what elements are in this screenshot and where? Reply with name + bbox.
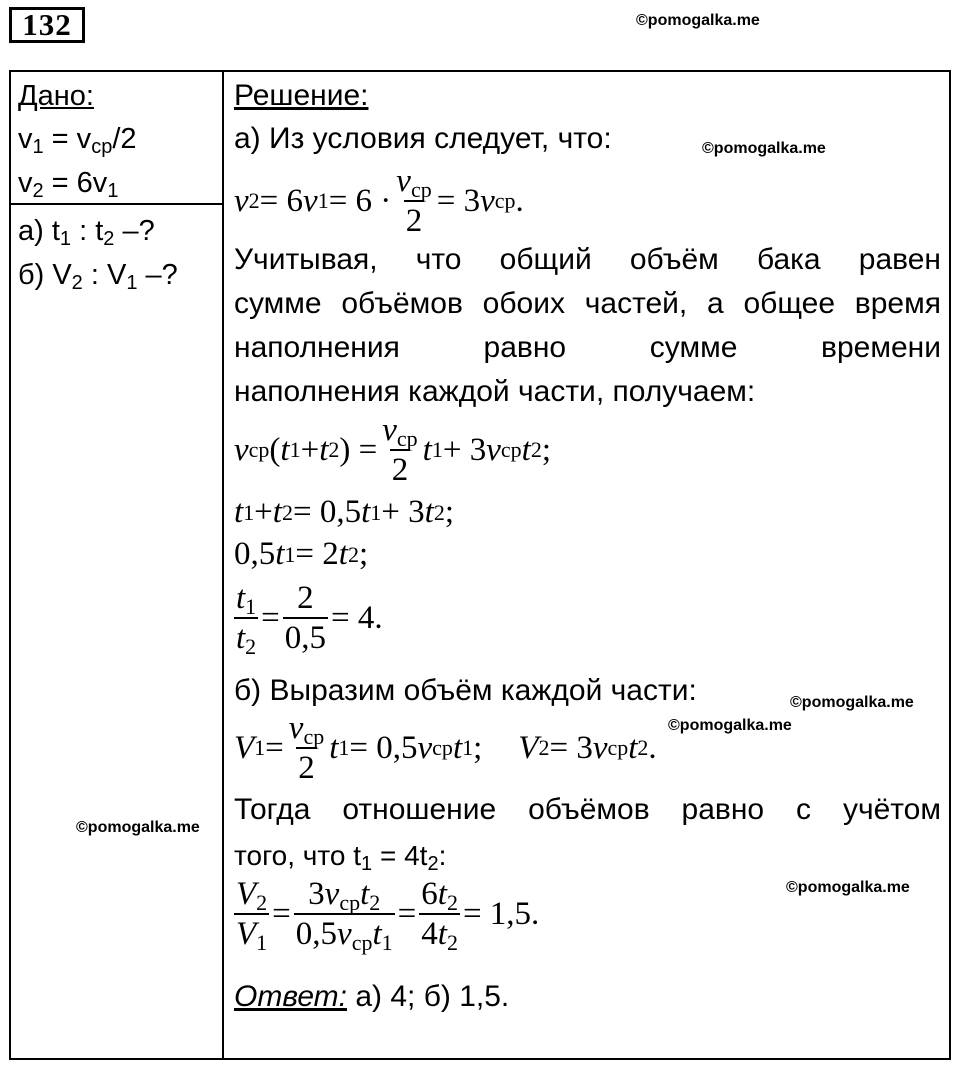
solution-title: Решение: <box>234 79 369 112</box>
formula-volume-ratio: $\frac{V_2}{V_1}$ = $\frac{3v_{ср}t_2}{0,5v_{ср}t_1}$ = $\frac{6t_2}{4t_2}$ = 1,5. <box>236 876 540 955</box>
watermark: ©pomogalka.me <box>790 694 914 711</box>
given-line-2: $v_2 = 6v_1$ <box>18 167 119 202</box>
answer-text: а) 4; б) 1,5. <box>347 980 510 1013</box>
formula-v2: v 2 = 6 v 1 = 6 · $\frac{v_{ср}}{2}$ = 3 v ср . <box>234 163 524 239</box>
watermark: ©pomogalka.me <box>76 819 200 836</box>
part-b-intro: б) Выразим объём каждой части: <box>234 674 697 707</box>
watermark: ©pomogalka.me <box>668 717 792 734</box>
watermark: ©pomogalka.me <box>786 879 910 896</box>
formula-volumes: V 1 = $\frac{v_{ср}}{2}$ t 1 = 0,5 v ср t 1 ; V 2 = 3 v ср t 2 . <box>234 710 657 786</box>
paragraph-1-line-4: наполнения каждой части, получаем: <box>234 375 756 408</box>
formula-simplified: t 1 + t 2 = 0,5 t 1 + 3 t 2 ; <box>234 494 454 530</box>
watermark: ©pomogalka.me <box>702 140 826 157</box>
paragraph-1-line-3: наполнения равно сумме времени <box>234 331 941 364</box>
given-title: Дано: <box>18 80 94 112</box>
formula-time-ratio: $\frac{t_1}{t_2}$ = $\frac{2}{0,5}$ = 4. <box>236 580 383 659</box>
paragraph-1-line-1: Учитывая, что общий объём бака равен <box>234 243 941 276</box>
problem-number: 132 <box>9 7 85 43</box>
answer-label: Ответ: <box>234 980 347 1013</box>
watermark: ©pomogalka.me <box>636 12 760 29</box>
find-line-a: а) $t_1$ : $t_2$ –? <box>18 215 155 250</box>
given-line-1: $v_1 = v_{ср}/2$ <box>18 123 137 158</box>
paragraph-1-line-2: сумме объёмов обоих частей, а общее время <box>234 287 941 320</box>
formula-time-balance: v ср ( t 1 + t 2 ) = $\frac{v_{ср}}{2}$ t 1 + 3 v ср t 2 ; <box>234 412 551 488</box>
paragraph-2-line-1: Тогда отношение объёмов равно с учётом <box>234 793 941 826</box>
given-find-divider <box>9 203 223 205</box>
part-a-intro: а) Из условия следует, что: <box>234 122 612 155</box>
column-divider <box>222 70 224 1060</box>
paragraph-2-line-2: того, что $t_1 = 4t_2$: <box>234 840 447 875</box>
answer <box>234 980 509 1014</box>
formula-reduced: 0,5 t 1 = 2 t 2 ; <box>234 536 369 572</box>
find-line-b: б) $V_2$ : $V_1$ –? <box>18 259 178 294</box>
